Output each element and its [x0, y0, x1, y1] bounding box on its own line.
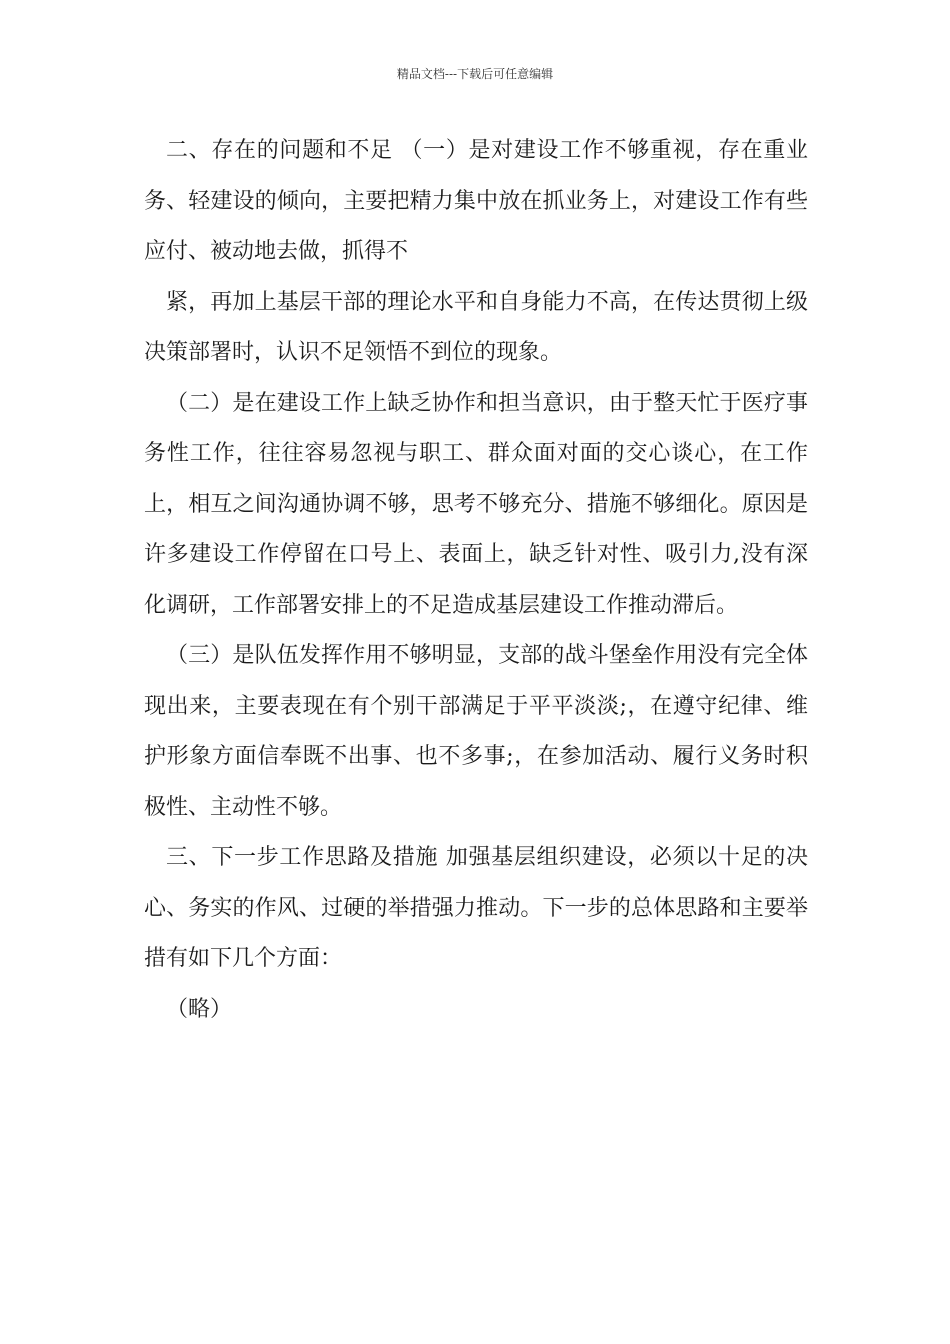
paragraph-problem-two: （二）是在建设工作上缺乏协作和担当意识，由于整天忙于医疗事务性工作，往往容易忽视与职工、群众面对面的交心谈心，在工作上，相互之间沟通协调不够，思考不够充分、措施不够细化。原因是许多建设工作停留在口号上、表面上，缺乏针对性、吸引力,没有深化调研，工作部署安排上的不足造成基层建设工作推动滞后。 — [144, 390, 808, 618]
paragraph-problem-three: （三）是队伍发挥作用不够明显，支部的战斗堡垒作用没有完全体现出来，主要表现在有个别干部满足于平平淡淡;，在遵守纪律、维护形象方面信奉既不出事、也不多事;，在参加活动、履行义务时积极性、主动性不够。 — [144, 643, 808, 820]
paragraph-omitted: （略） — [166, 996, 233, 1022]
document-body — [144, 126, 808, 1035]
paragraph-problems-continued: 紧，再加上基层干部的理论水平和自身能力不高，在传达贯彻上级决策部署时，认识不足领悟不到位的现象。 — [144, 289, 808, 365]
page-header: 精品文档---下载后可任意编辑 — [396, 67, 554, 81]
paragraph-problems-intro: 二、存在的问题和不足 （一）是对建设工作不够重视，存在重业务、轻建设的倾向，主要把精力集中放在抓业务上，对建设工作有些应付、被动地去做，抓得不 — [144, 138, 808, 264]
paragraph-next-steps: 三、下一步工作思路及措施 加强基层组织建设，必须以十足的决心、务实的作风、过硬的举措强力推动。下一步的总体思路和主要举措有如下几个方面： — [144, 845, 808, 971]
